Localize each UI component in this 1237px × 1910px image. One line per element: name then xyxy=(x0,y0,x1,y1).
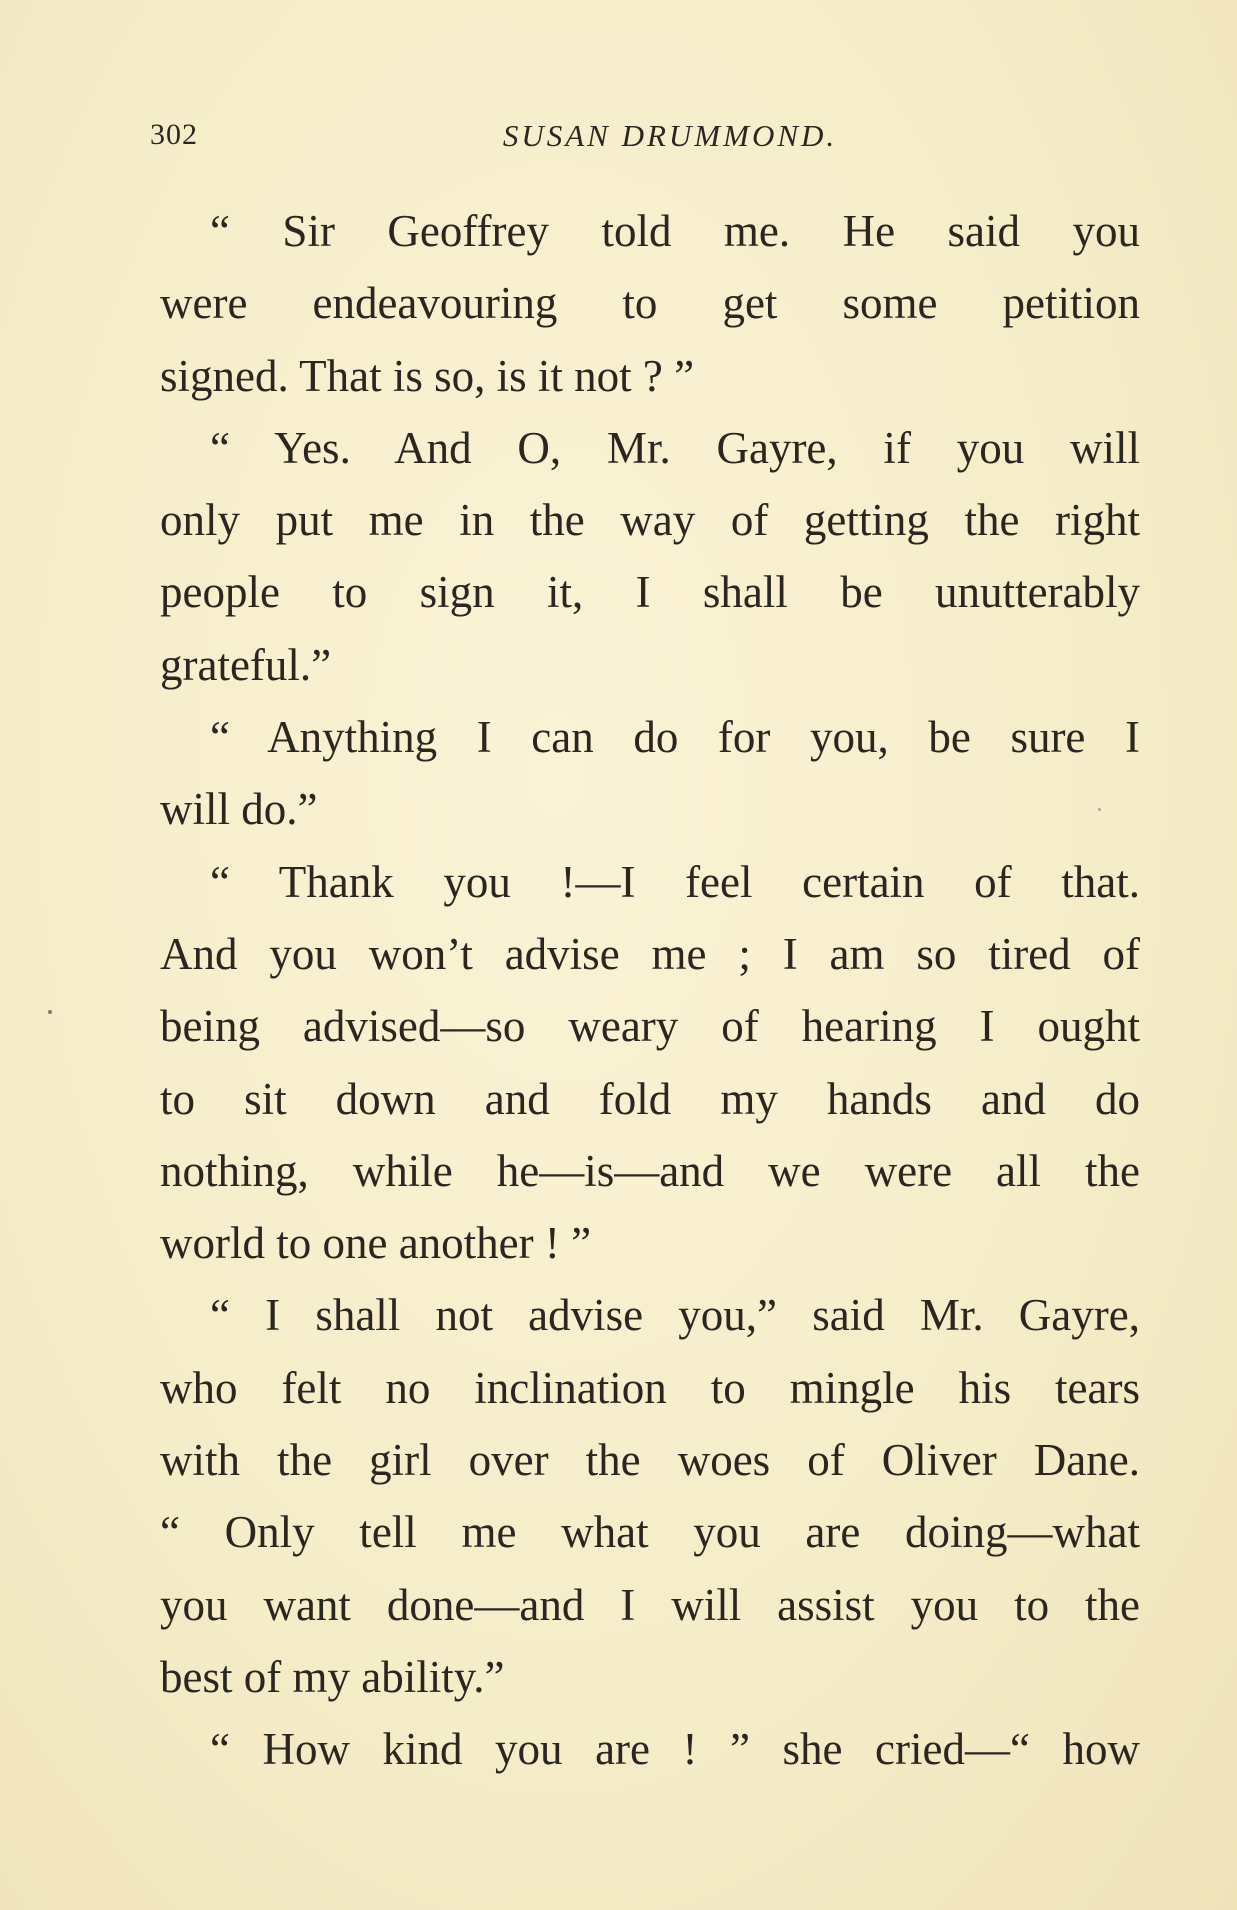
text-line: people to sign it, I shall be unutterably xyxy=(160,567,1140,618)
paper-speck xyxy=(48,1010,52,1014)
text-line: “ Anything I can do for you, be sure I xyxy=(210,712,1140,763)
text-line: will do.” xyxy=(160,784,318,835)
paper-speck xyxy=(1098,808,1101,811)
text-line: nothing, while he—is—and we were all the xyxy=(160,1145,1140,1196)
text-line: signed. That is so, is it not ? ” xyxy=(160,350,695,401)
text-line: “ I shall not advise you,” said Mr. Gayre, xyxy=(210,1290,1140,1341)
text-line: only put me in the way of getting the right xyxy=(160,495,1140,546)
text-line: “ Sir Geoffrey told me. He said you xyxy=(210,206,1140,256)
text-line: world to one another ! ” xyxy=(160,1218,592,1269)
body-text xyxy=(160,195,1140,1786)
page-number: 302 xyxy=(150,118,198,151)
text-line: best of my ability.” xyxy=(160,1651,505,1702)
text-line: being advised—so weary of hearing I ought xyxy=(160,1001,1140,1052)
text-line: grateful.” xyxy=(160,639,332,690)
text-line: “ Only tell me what you are doing—what xyxy=(160,1507,1140,1558)
text-line: with the girl over the woes of Oliver Dane. xyxy=(160,1435,1140,1486)
text-line: to sit down and fold my hands and do xyxy=(160,1073,1140,1124)
text-line: who felt no inclination to mingle his tears xyxy=(160,1362,1140,1413)
page-header xyxy=(150,118,1130,158)
running-title: SUSAN DRUMMOND. xyxy=(502,118,838,153)
text-line: “ How kind you are ! ” she cried—“ how xyxy=(210,1724,1140,1775)
text-line: you want done—and I will assist you to the xyxy=(160,1579,1140,1630)
text-line: “ Thank you !—I feel certain of that. xyxy=(210,856,1140,907)
text-line: were endeavouring to get some petition xyxy=(160,278,1140,329)
text-line: “ Yes. And O, Mr. Gayre, if you will xyxy=(210,422,1140,473)
text-line: And you won’t advise me ; I am so tired of xyxy=(160,928,1140,979)
